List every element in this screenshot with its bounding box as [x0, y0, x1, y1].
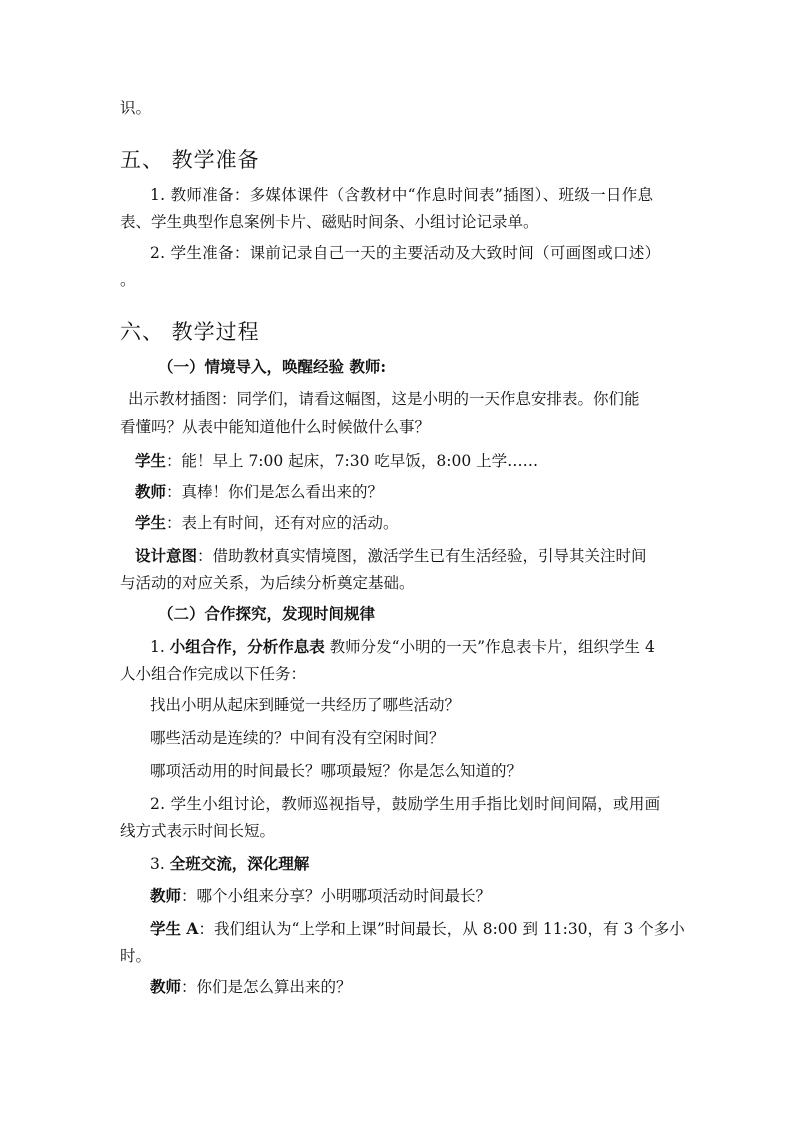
- text-line: 。: [120, 271, 136, 289]
- item-number: 1.: [150, 638, 170, 656]
- dialogue-line: [150, 886, 710, 906]
- design-intent-text: ：借助教材真实情境图，激活学生已有生活经验，引导其关注时间: [197, 547, 647, 565]
- dialogue-text: ：真棒！你们是怎么看出来的？: [166, 483, 384, 501]
- speaker-label: 教师: [150, 886, 182, 905]
- text-line: 2. 学生准备：课前记录自己一天的主要活动及大致时间（可画图或口述）: [150, 244, 661, 262]
- dialogue-line: [135, 451, 695, 471]
- section-heading-6: 六、 教学过程: [120, 320, 260, 344]
- item-title: 小组合作，分析作息表: [169, 637, 325, 656]
- dialogue-text: ：哪个小组来分享？小明哪项活动时间最长？: [181, 887, 492, 905]
- section-heading-5: 五、 教学准备: [120, 148, 260, 172]
- task-line: [150, 854, 710, 874]
- speaker-label: 教师: [135, 482, 167, 501]
- dialogue-text: ：能！早上 7:00 起床，7:30 吃早饭，8:00 上学……: [166, 452, 539, 470]
- text-line: 出示教材插图：同学们，请看这幅图，这是小明的一天作息安排表。你们能: [128, 390, 640, 408]
- item-text: 教师分发“小明的一天”作息表卡片，组织学生 4: [324, 638, 655, 656]
- design-intent-line: [135, 546, 695, 566]
- speaker-label: 学生: [135, 513, 167, 532]
- speaker-label: 学生: [135, 451, 167, 470]
- question-line: 哪项活动用的时间最长？哪项最短？你是怎么知道的？: [150, 762, 523, 780]
- text-line: 1. 教师准备：多媒体课件（含教材中“作息时间表”插图）、班级一日作息: [150, 186, 654, 204]
- subsection-heading: （一）情境导入，唤醒经验 教师:: [158, 357, 387, 376]
- question-line: 找出小明从起床到睡觉一共经历了哪些活动？: [150, 696, 461, 714]
- dialogue-text: ：表上有时间，还有对应的活动。: [166, 514, 399, 532]
- subsection-heading: （二）合作探究，发现时间规律: [158, 604, 376, 623]
- dialogue-line: [150, 977, 710, 997]
- task-line: [150, 637, 710, 657]
- dialogue-line: [135, 482, 695, 502]
- dialogue-text: ：你们是怎么算出来的？: [181, 978, 352, 996]
- dialogue-line: [135, 513, 695, 533]
- dialogue-line: [150, 919, 710, 939]
- text-line: 2. 学生小组讨论，教师巡视指导，鼓励学生用手指比划时间间隔，或用画: [150, 795, 661, 813]
- item-title: 全班交流，深化理解: [169, 854, 310, 873]
- text-line: 与活动的对应关系，为后续分析奠定基础。: [120, 574, 415, 592]
- question-line: 哪些活动是连续的？中间有没有空闲时间？: [150, 729, 445, 747]
- speaker-label: 教师: [150, 977, 182, 996]
- text-line: 人小组合作完成以下任务：: [120, 665, 307, 683]
- text-line: 线方式表示时间长短。: [120, 822, 276, 840]
- design-intent-label: 设计意图: [135, 546, 198, 565]
- item-number: 3.: [150, 855, 170, 873]
- speaker-label: 学生 A: [150, 919, 199, 938]
- text-line: 表、学生典型作息案例卡片、磁贴时间条、小组讨论记录单。: [120, 213, 539, 231]
- text-line: 时。: [120, 947, 152, 965]
- dialogue-text: ：我们组认为“上学和上课”时间最长，从 8:00 到 11:30，有 3 个多小: [198, 920, 685, 938]
- text-line: 识。: [120, 99, 152, 117]
- text-line: 看懂吗？从表中能知道他什么时候做什么事？: [120, 418, 431, 436]
